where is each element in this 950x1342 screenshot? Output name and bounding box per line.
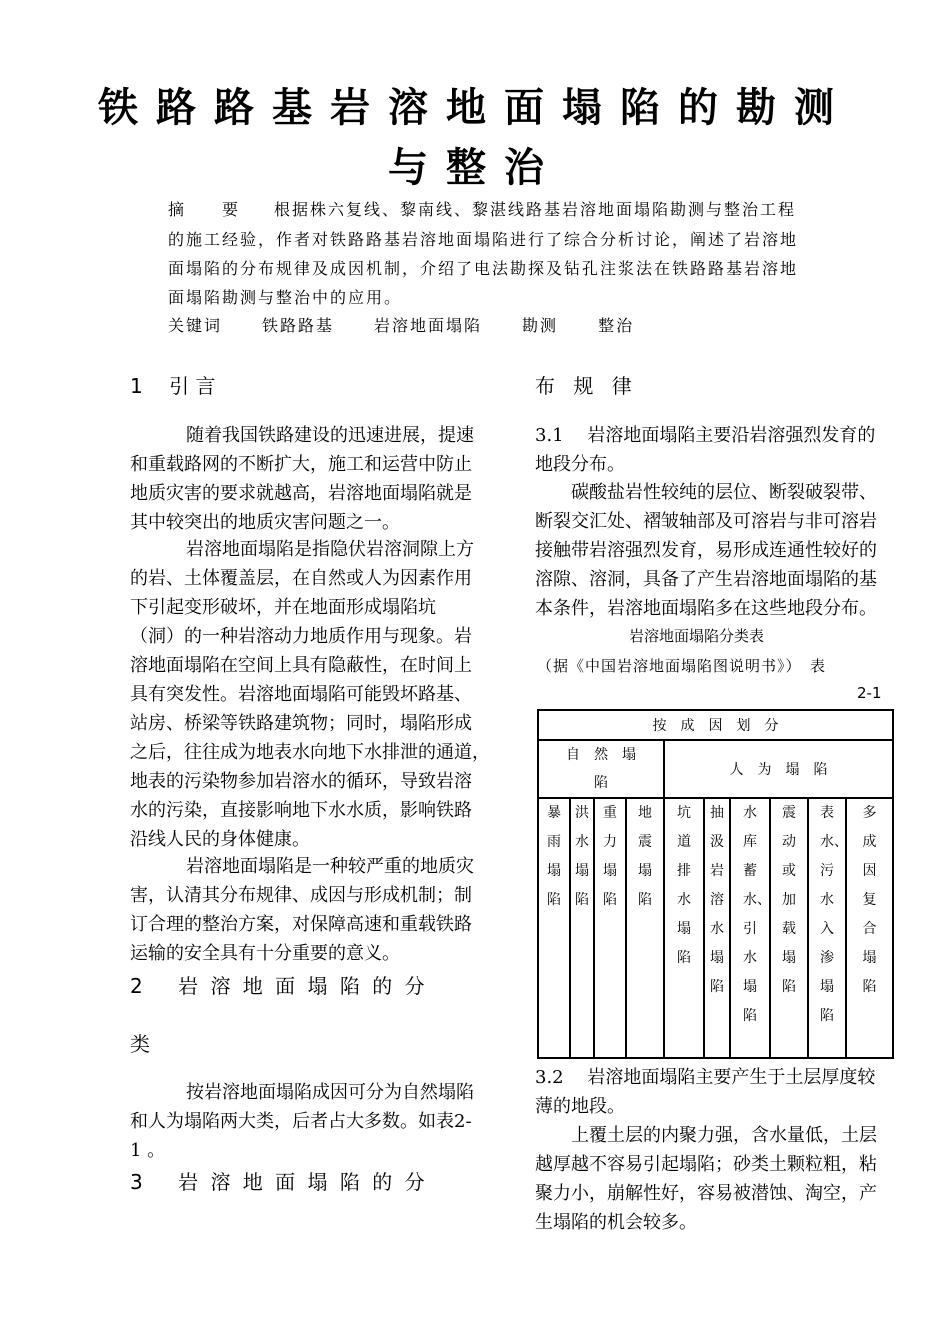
paragraph-2: 岩溶地面塌陷是指隐伏岩溶洞隙上方 的岩、土体覆盖层，在自然或人为因素作用 下引起变形破坏，并在地面形成塌陷坑 （洞）的一种岩溶动力地质作用与现象。岩 溶地面塌陷在空间上具有隐蔽性，在时间上 具有突发性。岩溶地面塌陷可能毁坏路基、 站房、桥梁等铁路建筑物；同时，塌陷形成 之后，往往成为地表水向地下水排泄的通道， 地表的污染物参加岩溶水的循环，导致岩溶 水的污染，直接影响地下水水质，影响铁路 沿线人民的身体健康。 [130,539,490,850]
col-tunnel-drainage: 坑道排水塌陷 [664,798,704,1058]
abstract-label: 摘 要 [168,200,241,219]
col-earthquake: 地震塌陷 [626,798,664,1058]
abstract-line-2: 的施工经验，作者对铁路路基岩溶地面塌陷进行了综合分析讨论，阐述了岩溶地 [168,230,799,249]
col-reservoir: 水库蓄水、引水塌陷 [730,798,770,1058]
section-3-heading-cont: 布 规 律 [535,374,638,398]
paragraph-5: 碳酸盐岩性较纯的层位、断裂破裂带、 断裂交汇处、褶皱轴部及可溶岩与非可溶岩 接触带岩溶强烈发育，易形成连通性较好的 溶隙、溶洞，具备了产生岩溶地面塌陷的基 本条件，岩溶地面塌陷多在这些地段分布。 [535,482,877,619]
paragraph-6: 上覆土层的内聚力强，含水量低，土层 越厚越不容易引起塌陷；砂类土颗粒粗，粘 聚力小，崩解性好，容易被潜蚀、淘空，产 生塌陷的机会较多。 [535,1125,877,1233]
col-flood: 洪水塌陷 [570,798,594,1058]
paragraph-4: 按岩溶地面塌陷成因可分为自然塌陷 和人为塌陷两大类，后者占大多数。如表2- 1 。 [130,1082,474,1161]
table-source: （据《中国岩溶地面塌陷图说明书》） 表 [537,657,827,675]
abstract-line-4: 面塌陷勘测与整治中的应用。 [168,288,403,307]
table-header: 按 成 因 划 分 [538,710,893,740]
paragraph-3: 岩溶地面塌陷是一种较严重的地质灾 害，认清其分布规律、成因与形成机制；制 订合理的整治方案，对保障高速和重载铁路 运输的安全具有十分重要的意义。 [130,856,474,964]
section-2-heading: 2 岩 溶 地 面 塌 陷 的 分 [130,974,428,998]
table-number: 2-1 [857,684,882,702]
abstract-line-3: 面塌陷的分布规律及成因机制，介绍了电法勘探及钻孔注浆法在铁路路基岩溶地 [168,259,799,278]
subsection-3-1: 3.1 岩溶地面塌陷主要沿岩溶强烈发育的 地段分布。 [535,425,876,475]
keywords-line: 关键词 铁路路基 岩溶地面塌陷 勘测 整治 [168,316,635,335]
col-infiltration: 表水、污水入渗塌陷 [808,798,846,1058]
section-1-heading: 1 引 言 [130,374,216,398]
classification-table [537,709,894,1059]
table-title: 岩溶地面塌陷分类表 [629,627,765,645]
paper-title-line1: 铁路路基岩溶地面塌陷的勘测 [98,85,852,131]
section-3-heading: 3 岩 溶 地 面 塌 陷 的 分 [130,1170,428,1194]
col-rainstorm: 暴雨塌陷 [538,798,570,1058]
col-vibration: 震动或加载塌陷 [770,798,808,1058]
section-2-heading-cont: 类 [130,1032,150,1056]
col-multi-cause: 多成因复合塌陷 [846,798,893,1058]
human-collapse-header: 人 为 塌 陷 [664,740,893,798]
paper-title-line2: 与整治 [388,145,562,191]
paragraph-1: 随着我国铁路建设的迅速进展，提速 和重载路网的不断扩大，施工和运营中防止 地质灾害的要求就越高，岩溶地面塌陷就是 其中较突出的地质灾害问题之一。 [130,425,474,533]
subsection-3-2: 3.2 岩溶地面塌陷主要产生于土层厚度较 薄的地段。 [535,1067,876,1117]
keywords-label: 关键词 [168,316,223,335]
natural-collapse-header: 自 然 塌 陷 [538,740,664,798]
col-gravity: 重力塌陷 [594,798,626,1058]
col-pumping: 抽汲岩溶水塌陷 [704,798,730,1058]
abstract-line-1: 摘 要 根据株六复线、黎南线、黎湛线路基岩溶地面塌陷勘测与整治工程 [168,200,797,219]
